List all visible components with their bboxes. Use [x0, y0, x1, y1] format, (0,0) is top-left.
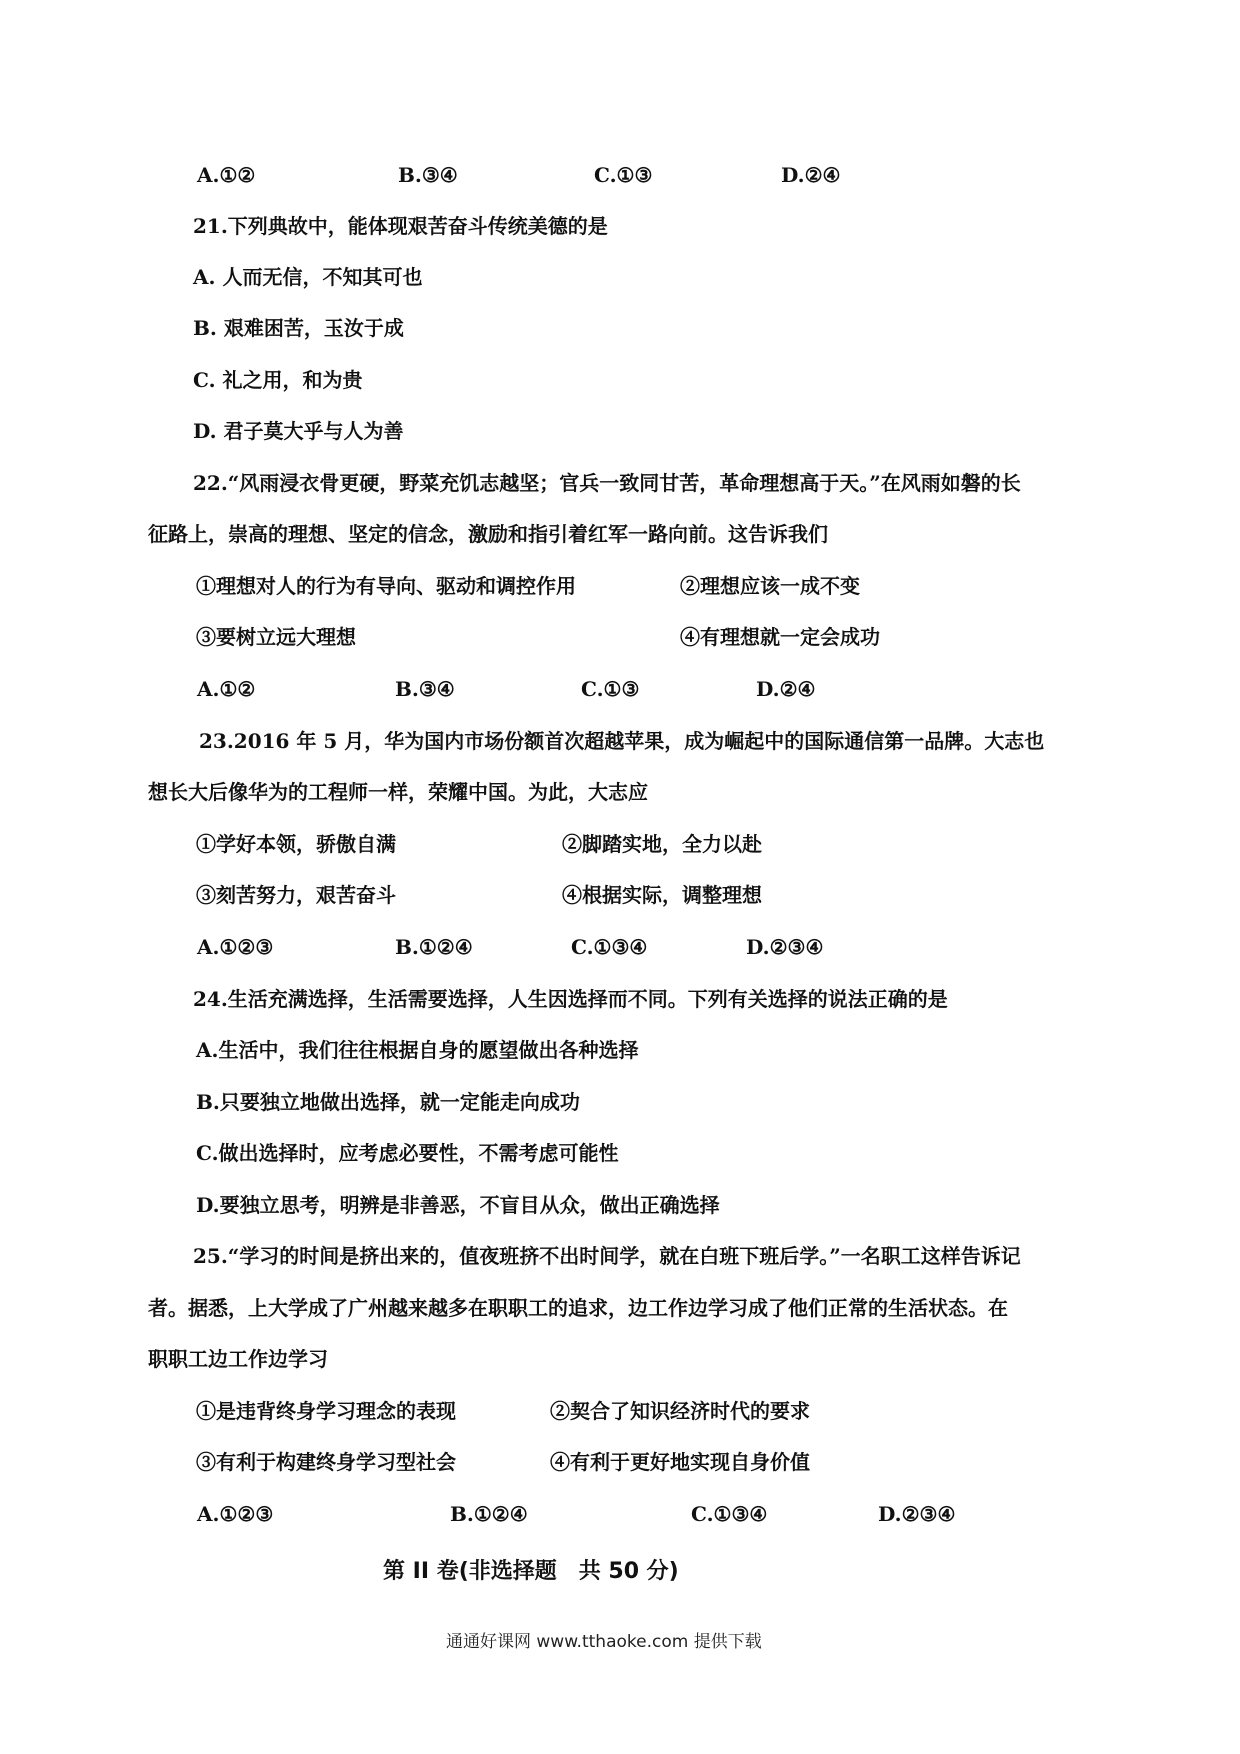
q20-option-c: C.①③	[594, 163, 653, 187]
q21-option-d: D. 君子莫大乎与人为善	[193, 419, 404, 443]
q23-option-a: A.①②③	[197, 935, 274, 959]
q22-item-3: ③要树立远大理想	[196, 625, 356, 649]
q25-option-d: D.②③④	[878, 1502, 956, 1526]
q22-option-b: B.③④	[395, 677, 455, 701]
q24-option-c: C.做出选择时，应考虑必要性，不需考虑可能性	[196, 1141, 619, 1165]
q22-option-c: C.①③	[581, 677, 640, 701]
q22-item-1: ①理想对人的行为有导向、驱动和调控作用	[196, 574, 576, 598]
q21-option-a: A. 人而无信，不知其可也	[193, 265, 423, 289]
q24-option-a: A.生活中，我们往往根据自身的愿望做出各种选择	[196, 1038, 639, 1062]
page-footer: 通通好课网 www.tthaoke.com 提供下载	[446, 1632, 762, 1652]
q25-item-4: ④有利于更好地实现自身价值	[550, 1450, 810, 1474]
q22-option-d: D.②④	[756, 677, 816, 701]
q24-stem: 24.生活充满选择，生活需要选择，人生因选择而不同。下列有关选择的说法正确的是	[193, 987, 948, 1011]
q23-item-1: ①学好本领，骄傲自满	[196, 832, 396, 856]
q25-stem-line3: 职职工边工作边学习	[148, 1347, 328, 1371]
q20-option-b: B.③④	[398, 163, 458, 187]
q25-option-b: B.①②④	[450, 1502, 528, 1526]
q21-stem: 21.下列典故中，能体现艰苦奋斗传统美德的是	[193, 214, 608, 238]
q23-stem-line2: 想长大后像华为的工程师一样，荣耀中国。为此，大志应	[148, 780, 648, 804]
q24-option-b: B.只要独立地做出选择，就一定能走向成功	[196, 1090, 580, 1114]
q25-item-2: ②契合了知识经济时代的要求	[550, 1399, 810, 1423]
q20-option-a: A.①②	[197, 163, 256, 187]
q21-option-c: C. 礼之用，和为贵	[193, 368, 363, 392]
q22-item-2: ②理想应该一成不变	[680, 574, 860, 598]
q23-stem-line1: 23.2016 年 5 月，华为国内市场份额首次超越苹果，成为崛起中的国际通信第一品牌。大志也	[199, 729, 1045, 753]
q25-stem-line2: 者。据悉，上大学成了广州越来越多在职职工的追求，边工作边学习成了他们正常的生活状态。在	[148, 1296, 1008, 1320]
q25-item-3: ③有利于构建终身学习型社会	[196, 1450, 456, 1474]
q23-option-d: D.②③④	[746, 935, 824, 959]
q23-item-4: ④根据实际，调整理想	[562, 883, 762, 907]
section-2-title: 第 II 卷(非选择题 共 50 分)	[383, 1559, 679, 1584]
q25-stem-line1: 25.“学习的时间是挤出来的，值夜班挤不出时间学，就在白班下班后学。”一名职工这样告诉记	[193, 1244, 1021, 1268]
q23-option-c: C.①③④	[571, 935, 648, 959]
q25-item-1: ①是违背终身学习理念的表现	[196, 1399, 456, 1423]
q22-item-4: ④有理想就一定会成功	[680, 625, 880, 649]
q23-item-2: ②脚踏实地，全力以赴	[562, 832, 762, 856]
q22-stem-line2: 征路上，崇高的理想、坚定的信念，激励和指引着红军一路向前。这告诉我们	[148, 522, 828, 546]
q22-option-a: A.①②	[197, 677, 256, 701]
q25-option-a: A.①②③	[197, 1502, 274, 1526]
q21-option-b: B. 艰难困苦，玉汝于成	[193, 316, 404, 340]
q22-stem-line1: 22.“风雨浸衣骨更硬，野菜充饥志越坚；官兵一致同甘苦，革命理想高于天。”在风雨如磐的长	[193, 471, 1021, 495]
q23-option-b: B.①②④	[395, 935, 473, 959]
q24-option-d: D.要独立思考，明辨是非善恶，不盲目从众，做出正确选择	[196, 1193, 720, 1217]
q25-option-c: C.①③④	[691, 1502, 768, 1526]
q23-item-3: ③刻苦努力，艰苦奋斗	[196, 883, 396, 907]
q20-option-d: D.②④	[781, 163, 841, 187]
